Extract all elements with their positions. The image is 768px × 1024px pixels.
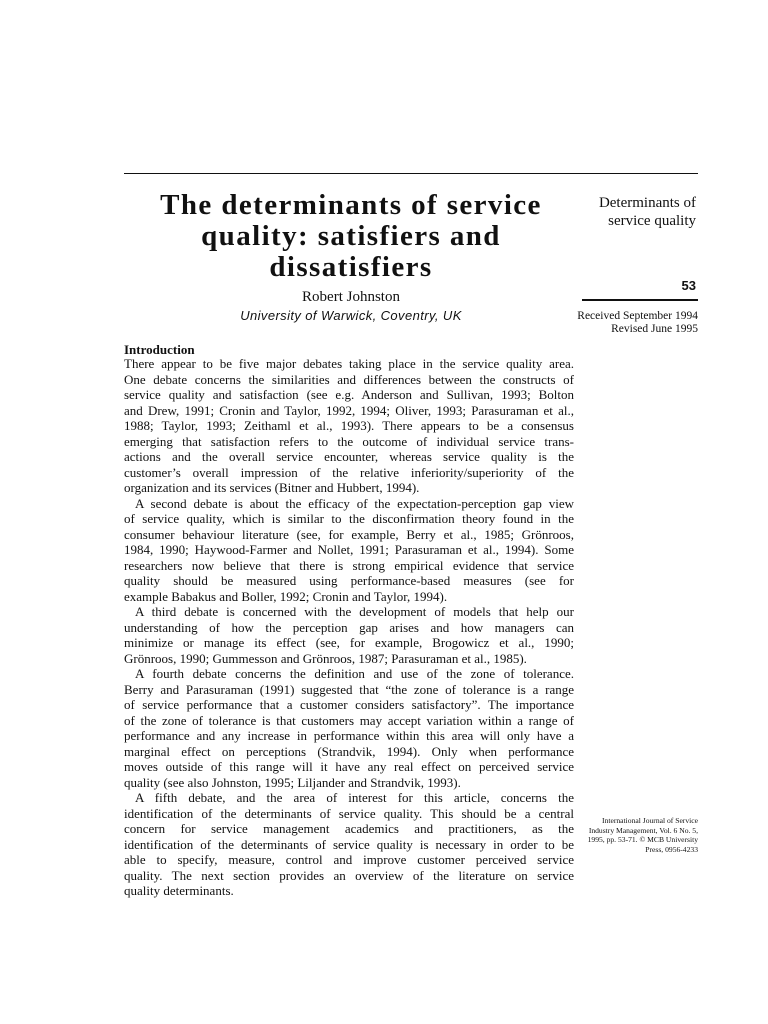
running-title-line: service quality [608,213,696,229]
body-line: identification of the determinants of service quality is necessary in order to be [124,836,574,852]
body-line: minimize or manage its effect (see, for example, Brogowicz et al., 1990; [124,635,574,650]
body-line: able to specify, measure, control and improve customer perceived service [124,852,574,867]
body-line: of service performance that a customer considers satisfactory”. The importance [124,697,574,712]
top-rule [124,173,698,174]
body-line: service quality and satisfaction (see e.g. Anderson and Sullivan, 1993; Bolton [124,387,574,402]
author-affiliation: University of Warwick, Coventry, UK [240,308,462,323]
body-line: of the zone of tolerance is that customers may accept variation within a range of [124,712,574,728]
citation-line: Industry Management, Vol. 6 No. 5, [588,825,698,835]
body-line: Berry and Parasuraman (1991) suggested that “the zone of tolerance is a range [124,681,574,697]
received-line: Received September 1994 [577,310,698,322]
running-title [570,194,696,230]
body-line: quality determinants. [124,883,234,898]
body-line: and Drew, 1991; Cronin and Taylor, 1992, 1994; Oliver, 1993; Parasuraman et al., [124,402,574,418]
body-line: marginal effect on perceptions (Strandvik, 1994). Only when performance [124,743,574,759]
body-line: researchers now believe that there is strong empirical evidence that service [124,557,574,573]
body-line: There appear to be five major debates taking place in the service quality area. [124,356,574,371]
title-line: The determinants of service [160,189,542,221]
title-line: dissatisfiers [269,251,433,283]
citation-line: 1995, pp. 53-71. © MCB University [587,835,698,844]
body-line: actions and the overall service encounter, whereas service quality is the [124,449,574,464]
running-title-line: Determinants of [598,195,696,211]
body-line: consumer behaviour literature (see, for example, Berry et al., 1985; Grönroos, [124,526,574,542]
body-line: 1988; Taylor, 1993; Zeithaml et al., 1993). There appears to be a consensus [124,418,574,433]
section-heading: Introduction [124,342,195,357]
body-line: example Babakus and Boller, 1992; Cronin and Taylor, 1994). [124,588,448,604]
body-line: quality should be measured using performance-based measures (see for [124,573,574,588]
margin-rule [582,299,698,301]
author-name: Robert Johnston [302,289,400,305]
revised-line: Revised June 1995 [611,323,698,335]
body-line: moves outside of this range will it have any real effect on perceived service [124,759,574,774]
body-line: A third debate is concerned with the development of models that help our [135,604,574,619]
body-line: customer’s overall impression of the relative inferiority/superiority of the [124,464,574,480]
body-line: One debate concerns the similarities and differences between the constructs of [124,371,574,387]
body-line: identification of the determinants of service quality. This should be a central [124,805,574,821]
page-number: 53 [681,278,696,293]
received-dates [560,310,698,336]
body-line: of service quality, which is similar to the disconfirmation theory found in the [124,511,574,526]
article-title [124,190,578,283]
body-line: Grönroos, 1990; Gummesson and Grönroos, 1987; Parasuraman et al., 1985). [124,650,527,666]
body-line: organization and its services (Bitner and Hubbert, 1994). [124,480,420,495]
body-line: performance and any increase in performance within this area will only have a [124,728,574,743]
body-line: concern for service management academics and practitioners, as the [124,821,574,836]
body-line: emerging that satisfaction refers to the outcome of individual service trans- [124,433,574,449]
body-line: understanding of how the perception gap arises and how managers can [124,619,574,635]
body-line: A fifth debate, and the area of interest for this article, concerns the [135,790,574,805]
body-line: quality (see also Johnston, 1995; Liljander and Strandvik, 1993). [124,774,461,790]
body-line: quality. The next section provides an overview of the literature on service [124,867,574,883]
title-line: quality: satisfiers and [201,220,501,252]
citation-line: International Journal of Service [602,816,698,825]
body-line: 1984, 1990; Haywood-Farmer and Nollet, 1991; Parasuraman et al., 1994). Some [124,542,574,557]
body-line: A fourth debate concerns the definition and use of the zone of tolerance. [135,666,574,681]
journal-citation [572,816,698,854]
body-line: A second debate is about the efficacy of the expectation-perception gap view [135,495,574,511]
article-body [124,356,574,899]
citation-line: Press, 0956-4233 [645,844,698,854]
